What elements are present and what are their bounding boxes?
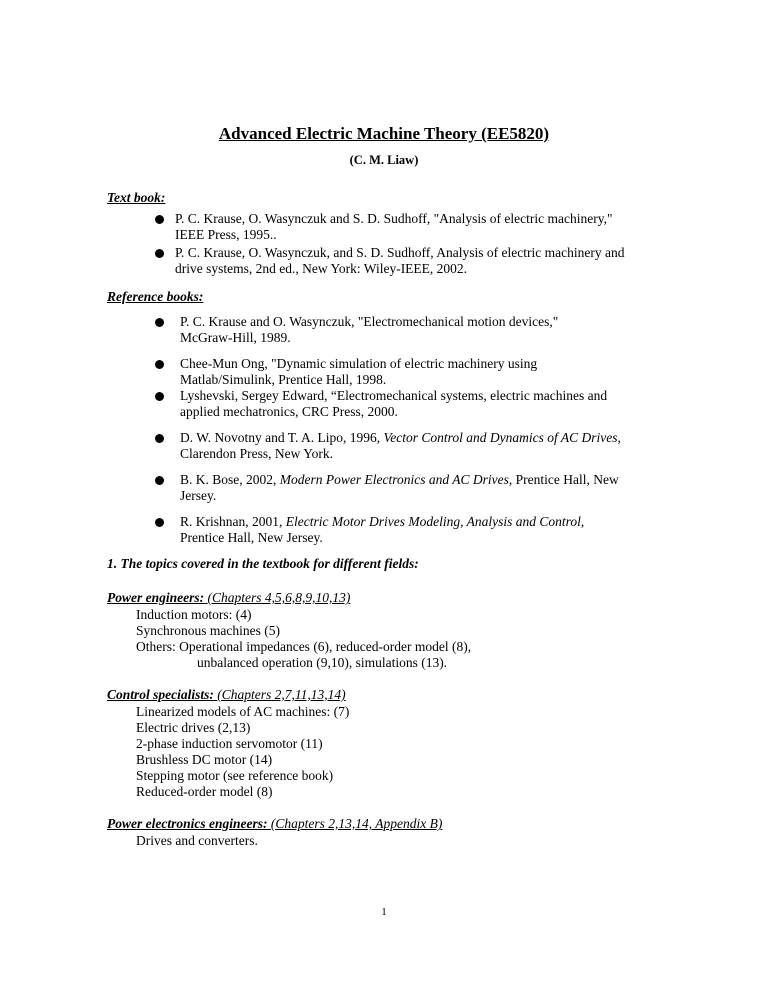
topic-line: Electric drives (2,13) (136, 720, 251, 735)
reference-line: Matlab/Simulink, Prentice Hall, 1998. (180, 372, 387, 387)
power-engineers-heading (107, 590, 350, 606)
textbook-item-line: drive systems, 2nd ed., New York: Wiley-IEEE, 2002. (175, 261, 468, 276)
reference-item (180, 356, 740, 388)
reference-line: Prentice Hall, New Jersey. (180, 530, 323, 545)
reference-title: Modern Power Electronics and AC Drives, (279, 472, 513, 487)
reference-line: Clarendon Press, New York. (180, 446, 333, 461)
power-electronics-heading (107, 816, 442, 832)
reference-text: D. W. Novotny and T. A. Lipo, 1996, (180, 430, 384, 445)
topic-line: Linearized models of AC machines: (7) (136, 704, 350, 719)
topic-line: unbalanced operation (9,10), simulations (13). (197, 655, 448, 670)
control-specialists-label: Control specialists: (107, 687, 214, 702)
topic-line: Drives and converters. (136, 833, 258, 848)
power-engineers-chapters: (Chapters 4,5,6,8,9,10,13) (207, 590, 351, 605)
reference-title: Electric Motor Drives Modeling, Analysis and Control (285, 514, 581, 529)
bullet-icon (155, 249, 164, 258)
topic-line: Reduced-order model (8) (136, 784, 273, 799)
textbook-item (175, 245, 735, 277)
reference-item (180, 514, 740, 546)
bullet-icon (155, 318, 164, 327)
control-specialists-heading (107, 687, 346, 703)
page-number: 1 (381, 906, 387, 918)
reference-text: , (580, 514, 585, 529)
reference-line: Jersey. (180, 488, 217, 503)
topic-line: Synchronous machines (5) (136, 623, 280, 638)
reference-line: Chee-Mun Ong, "Dynamic simulation of electric machinery using (180, 356, 538, 371)
topic-line: 2-phase induction servomotor (11) (136, 736, 323, 751)
power-engineers-label: Power engineers: (107, 590, 205, 605)
topic-line: Stepping motor (see reference book) (136, 768, 334, 783)
textbook-item-line: P. C. Krause, O. Wasynczuk and S. D. Sudhoff, "Analysis of electric machinery," (175, 211, 613, 226)
bullet-icon (155, 434, 164, 443)
textbook-item-line: IEEE Press, 1995.. (175, 227, 277, 242)
textbook-item-line: P. C. Krause, O. Wasynczuk, and S. D. Sudhoff, Analysis of electric machinery and (175, 245, 625, 260)
document-title: Advanced Electric Machine Theory (EE5820) (218, 124, 550, 143)
bullet-icon (155, 215, 164, 224)
reference-text: R. Krishnan, 2001, (180, 514, 286, 529)
section-heading: 1. The topics covered in the textbook for different fields: (107, 556, 419, 571)
control-specialists-chapters: (Chapters 2,7,11,13,14) (217, 687, 346, 702)
power-electronics-chapters: (Chapters 2,13,14, Appendix B) (270, 816, 443, 831)
reference-line: P. C. Krause and O. Wasynczuk, "Electromechanical motion devices," (180, 314, 559, 329)
reference-item (180, 430, 740, 462)
bullet-icon (155, 518, 164, 527)
reference-line: McGraw-Hill, 1989. (180, 330, 291, 345)
reference-text: B. K. Bose, 2002, (180, 472, 280, 487)
reference-line (180, 514, 740, 530)
topic-line: Others: Operational impedances (6), reduced-order model (8), (136, 639, 472, 654)
bullet-icon (155, 392, 164, 401)
reference-title: Vector Control and Dynamics of AC Drives, (383, 430, 621, 445)
reference-text: Prentice Hall, New (512, 472, 619, 487)
textbook-item (175, 211, 735, 243)
power-electronics-label: Power electronics engineers: (107, 816, 268, 831)
topic-line: Brushless DC motor (14) (136, 752, 273, 767)
reference-item (180, 314, 740, 346)
references-heading: Reference books: (107, 289, 204, 304)
bullet-icon (155, 360, 164, 369)
textbook-heading: Text book: (107, 190, 166, 205)
reference-item (180, 388, 740, 420)
reference-item (180, 472, 740, 504)
topic-line: Induction motors: (4) (136, 607, 252, 622)
author: (C. M. Liaw) (349, 153, 419, 167)
bullet-icon (155, 476, 164, 485)
reference-line (180, 472, 740, 488)
reference-line (180, 430, 740, 446)
reference-line: Lyshevski, Sergey Edward, “Electromechanical systems, electric machines and (180, 388, 608, 403)
reference-line: applied mechatronics, CRC Press, 2000. (180, 404, 398, 419)
